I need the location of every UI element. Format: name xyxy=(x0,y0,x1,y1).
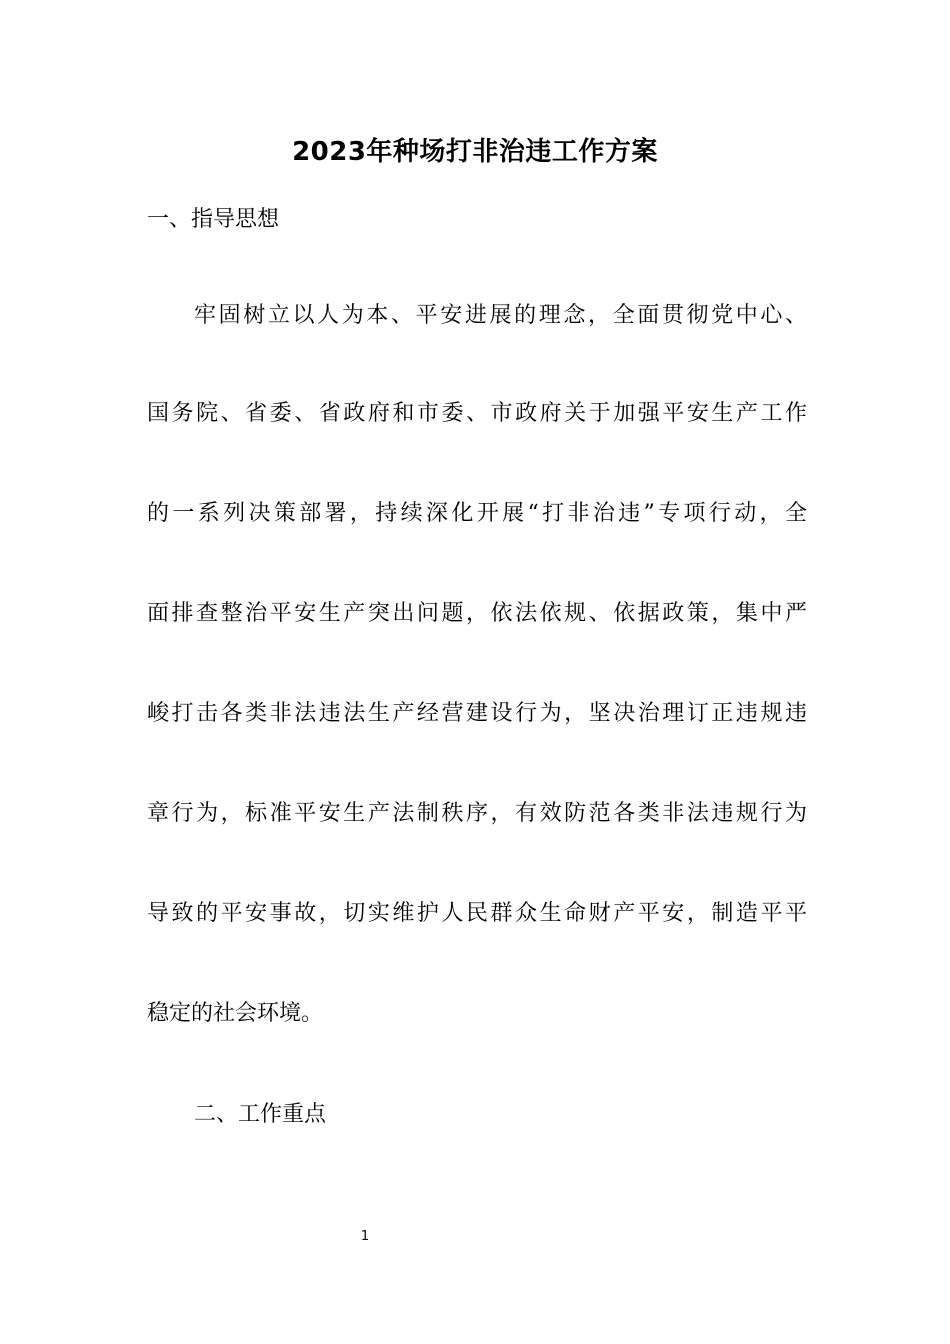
document-title: 2023年种场打非治违工作方案 xyxy=(292,137,658,167)
paragraph-line: 导致的平安事故，切实维护人民群众生命财产平安，制造平平 xyxy=(147,901,807,926)
paragraph-line: 的一系列决策部署，持续深化开展“打非治违”专项行动，全 xyxy=(147,501,807,526)
paragraph-line: 国务院、省委、省政府和市委、市政府关于加强平安生产工作 xyxy=(147,401,807,426)
paragraph-line: 面排查整治平安生产突出问题，依法依规、依据政策，集中严 xyxy=(147,601,807,626)
paragraph-line: 牢固树立以人为本、平安进展的理念，全面贯彻党中心、 xyxy=(194,303,807,328)
paragraph-line: 峻打击各类非法违法生产经营建设行为，坚决治理订正违规违 xyxy=(147,701,807,726)
section-heading-guiding-ideology: 一、指导思想 xyxy=(147,207,280,232)
page-number: 1 xyxy=(360,1229,370,1244)
paragraph-line: 稳定的社会环境。 xyxy=(147,1001,324,1026)
section-heading-work-focus: 二、工作重点 xyxy=(194,1102,327,1127)
paragraph-line: 章行为，标准平安生产法制秩序，有效防范各类非法违规行为 xyxy=(147,801,807,826)
